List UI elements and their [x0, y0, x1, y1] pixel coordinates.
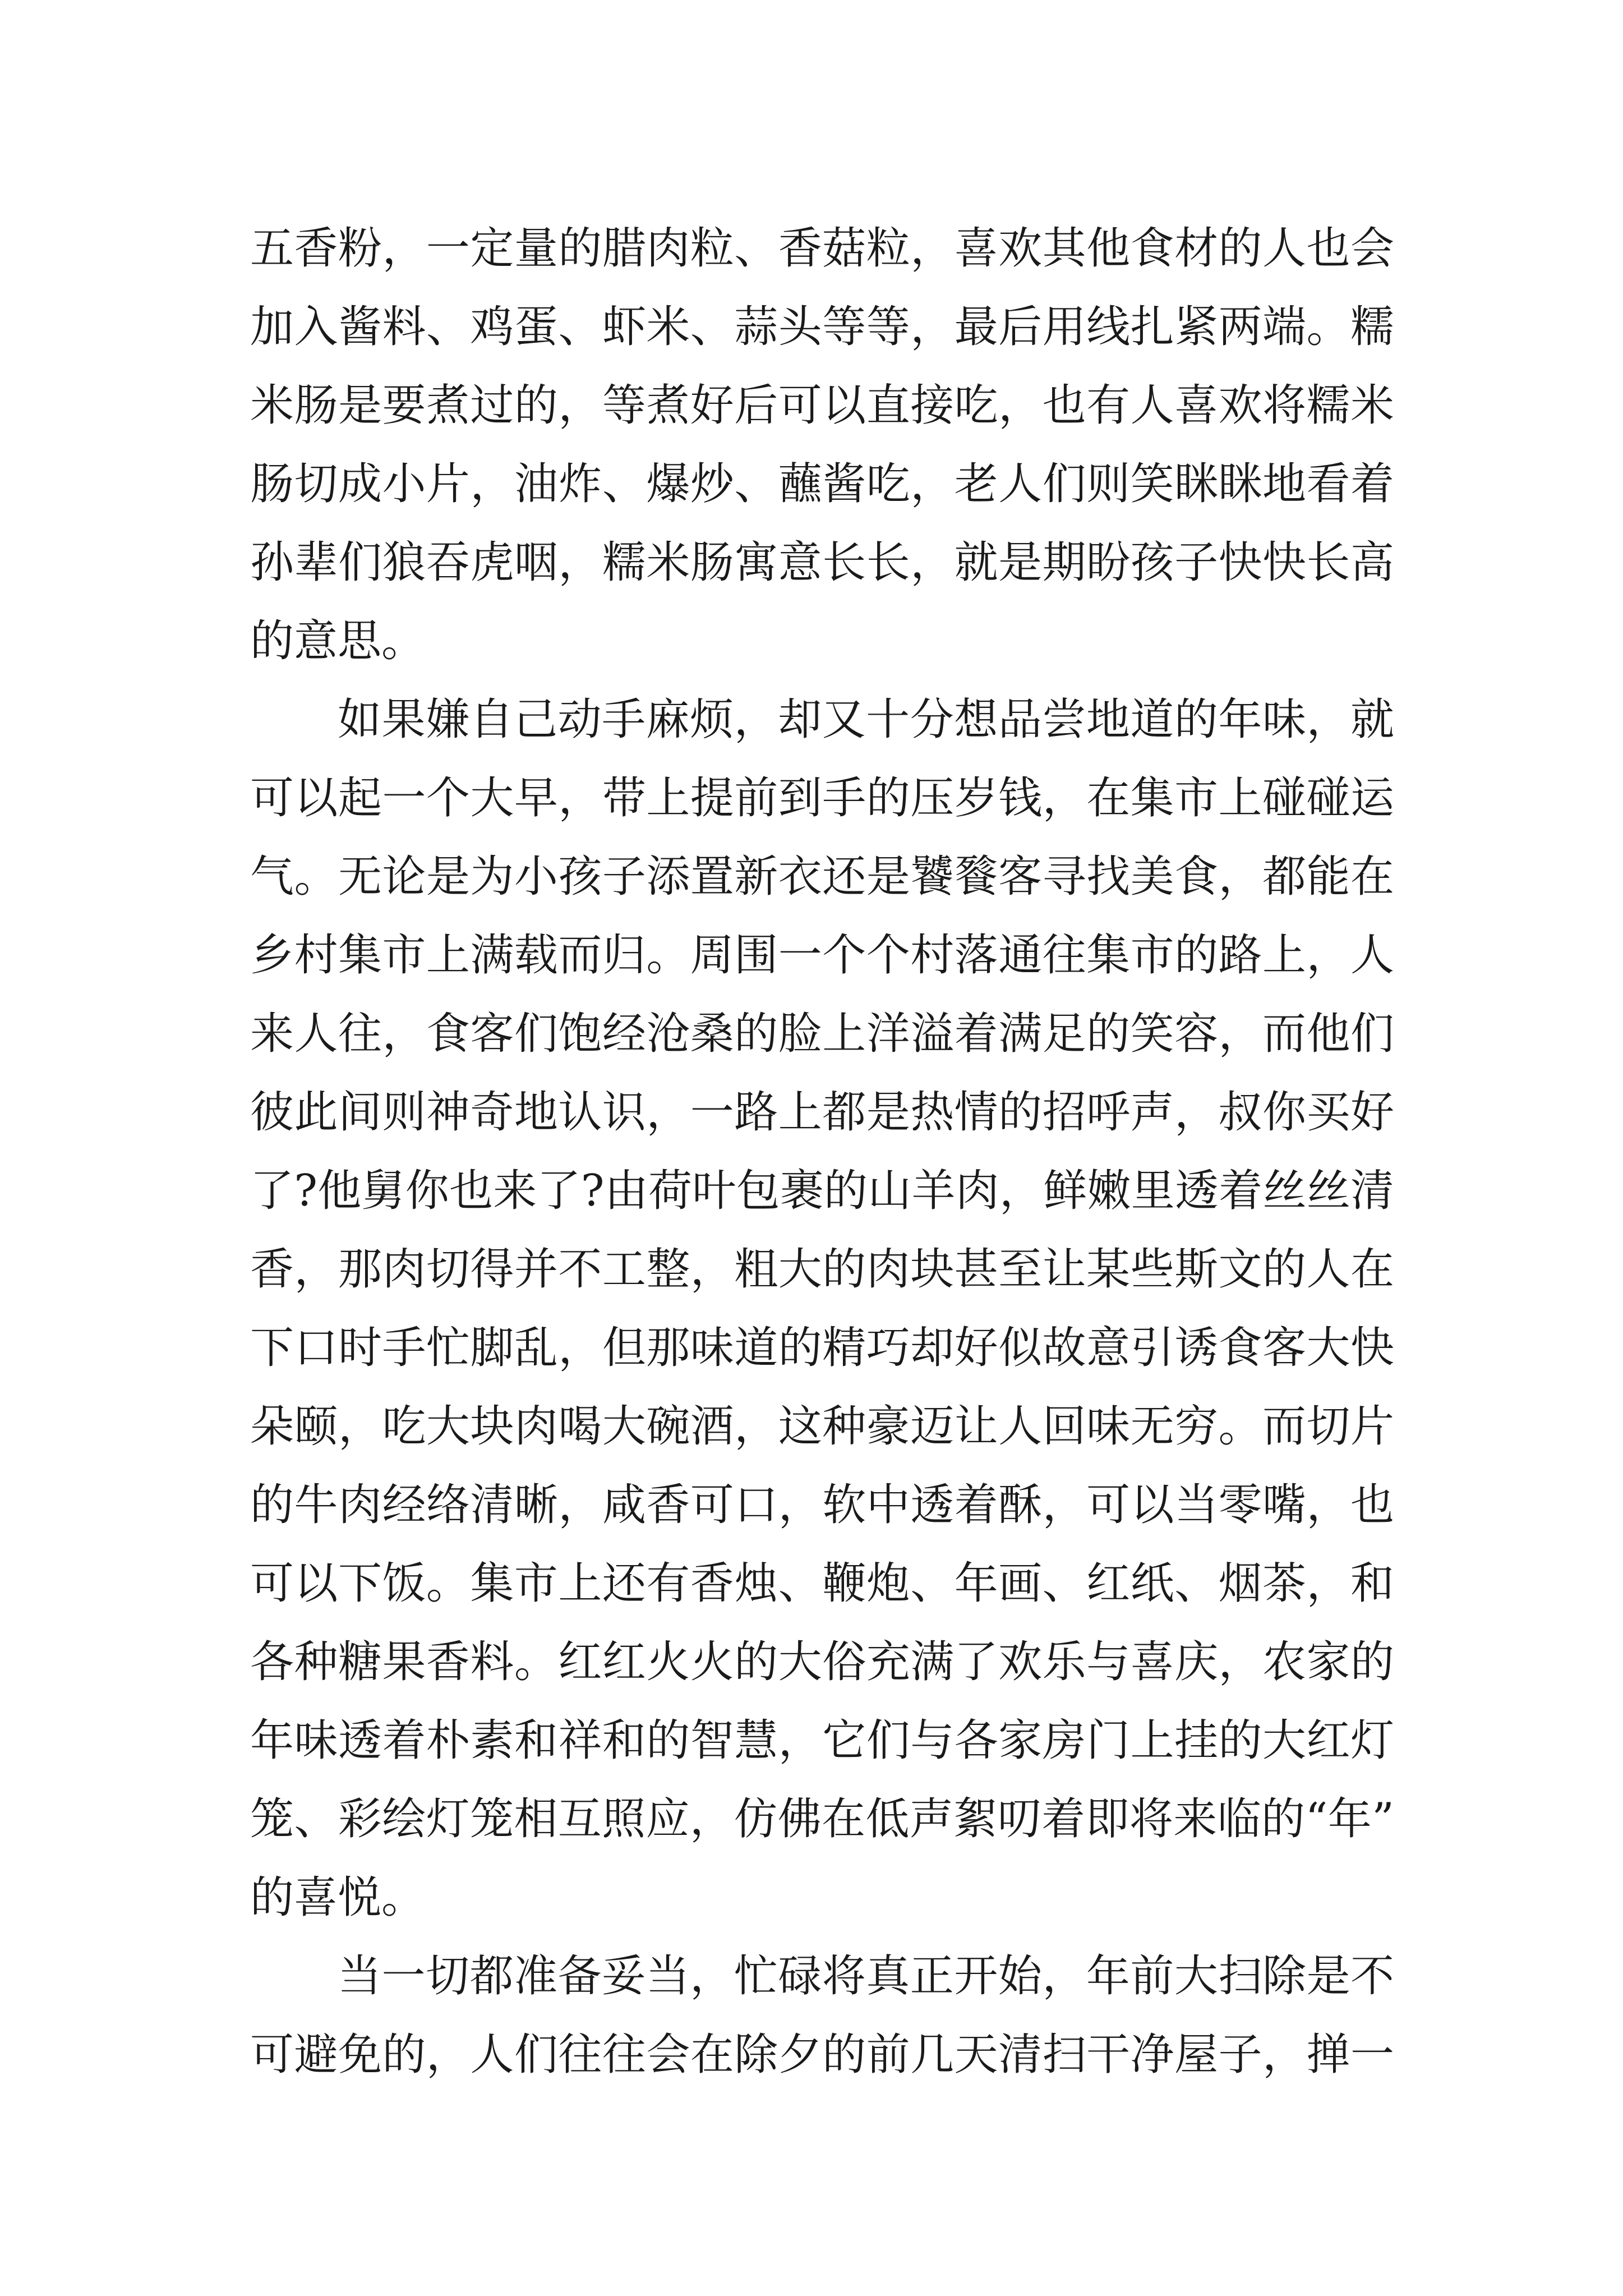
text-line: 了?他舅你也来了?由荷叶包裹的山羊肉，鲜嫩里透着丝丝清	[250, 1166, 1394, 1216]
text-line: 的喜悦。	[250, 1872, 426, 1923]
text-line: 五香粉，一定量的腊肉粒、香菇粒，喜欢其他食材的人也会	[250, 223, 1394, 274]
text-line: 来人往，食客们饱经沧桑的脸上洋溢着满足的笑容，而他们	[250, 1009, 1394, 1059]
text-line: 朵颐，吃大块肉喝大碗酒，这种豪迈让人回味无穷。而切片	[250, 1401, 1394, 1452]
text-line: 可以下饭。集市上还有香烛、鞭炮、年画、红纸、烟茶，和	[250, 1558, 1394, 1609]
text-line: 肠切成小片，油炸、爆炒、蘸酱吃，老人们则笑眯眯地看着	[250, 459, 1394, 509]
text-line: 香，那肉切得并不工整，粗大的肉块甚至让某些斯文的人在	[250, 1244, 1394, 1295]
text-line: 可以起一个大早，带上提前到手的压岁钱，在集市上碰碰运	[250, 773, 1394, 823]
text-line: 加入酱料、鸡蛋、虾米、蒜头等等，最后用线扎紧两端。糯	[250, 302, 1394, 352]
text-line: 下口时手忙脚乱，但那味道的精巧却好似故意引诱食客大快	[250, 1323, 1394, 1373]
text-line: 乡村集市上满载而归。周围一个个村落通往集市的路上，人	[250, 930, 1394, 981]
text-line: 孙辈们狼吞虎咽，糯米肠寓意长长，就是期盼孩子快快长高	[250, 537, 1394, 588]
body-text	[250, 209, 1394, 2094]
text-line: 当一切都准备妥当，忙碌将真正开始，年前大扫除是不	[338, 1951, 1394, 2001]
text-line: 如果嫌自己动手麻烦，却又十分想品尝地道的年味，就	[338, 694, 1394, 745]
text-line: 年味透着朴素和祥和的智慧，它们与各家房门上挂的大红灯	[250, 1715, 1394, 1766]
text-line: 各种糖果香料。红红火火的大俗充满了欢乐与喜庆，农家的	[250, 1637, 1394, 1687]
text-line: 的意思。	[250, 616, 426, 666]
text-line: 米肠是要煮过的，等煮好后可以直接吃，也有人喜欢将糯米	[250, 380, 1394, 431]
text-line: 可避免的，人们往往会在除夕的前几天清扫干净屋子，掸一	[250, 2030, 1394, 2080]
text-line: 气。无论是为小孩子添置新衣还是饕餮客寻找美食，都能在	[250, 852, 1394, 902]
text-line: 的牛肉经络清晰，咸香可口，软中透着酥，可以当零嘴，也	[250, 1480, 1394, 1530]
text-line: 笼、彩绘灯笼相互照应，仿佛在低声絮叨着即将来临的“年”	[250, 1794, 1394, 1844]
text-line: 彼此间则神奇地认识，一路上都是热情的招呼声，叔你买好	[250, 1087, 1394, 1138]
